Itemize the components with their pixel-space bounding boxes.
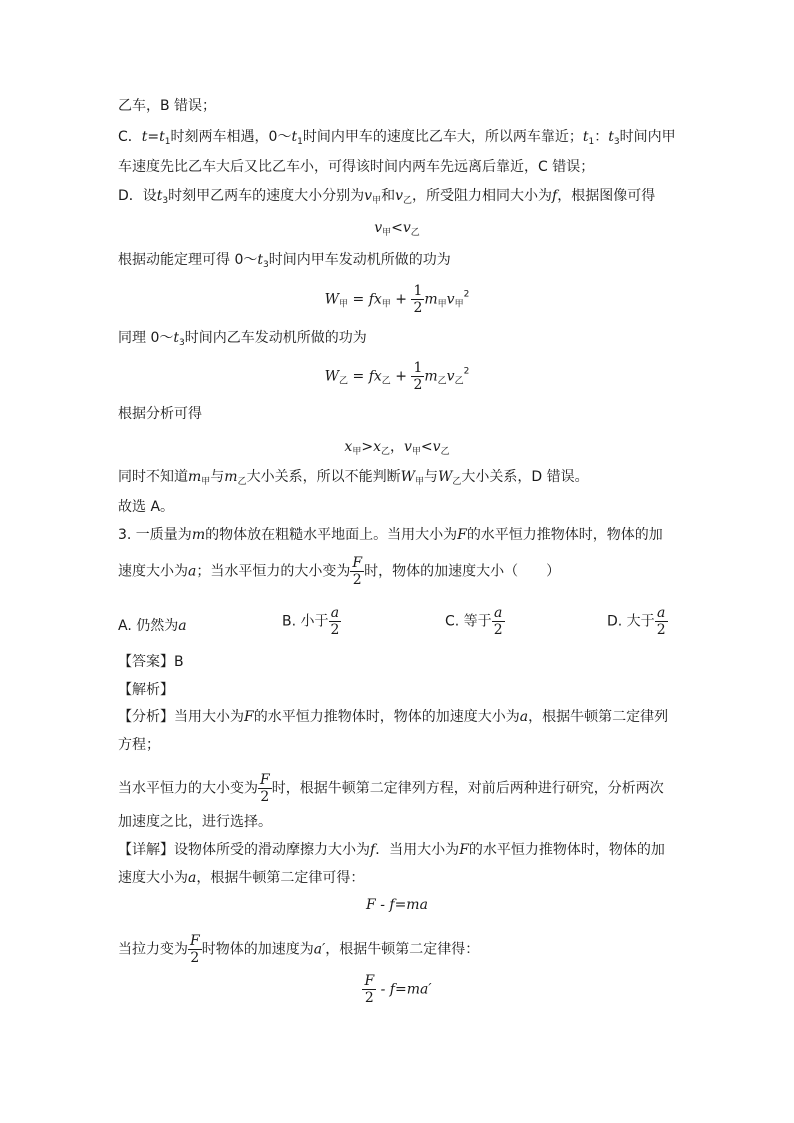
option-c[interactable]: C. 等于 $\frac{a}{2}$ (445, 605, 503, 638)
fraction-a-over-2: $\frac{a}{2}$ (330, 605, 340, 638)
fraction-a-over-2: $\frac{a}{2}$ (493, 605, 503, 638)
answer-label: 【答案】B (118, 654, 184, 670)
analysis-text: 当水平恒力的大小变为 $\frac{F}{2}$ 时，根据牛顿第二定律列方程，对前后两种进行研究，分析两次 (118, 772, 664, 805)
detail-text: 当拉力变为 $\frac{F}{2}$ 时物体的加速度为a′，根据牛顿第二定律得： (118, 933, 480, 966)
formula-comparison: $x_甲>x_乙$，$v_甲<v_乙$ (344, 439, 450, 457)
text-line: 同理 $0\sim t_3$时间内乙车发动机所做的功为 (118, 330, 367, 348)
analysis-text: 加速度之比，进行选择。 (118, 814, 272, 830)
formula-newton-1: F - f=ma (366, 897, 428, 913)
formula-newton-2: $\frac{F}{2}$ - f=ma′ (364, 973, 432, 1006)
fraction-half: $\frac{1}{2}$ (413, 360, 423, 393)
text-line: 根据动能定理可得 $0\sim t_3$时间内甲车发动机所做的功为 (118, 252, 451, 270)
fraction-F-over-2: $\frac{F}{2}$ (260, 772, 270, 805)
option-d[interactable]: D. 大于 $\frac{a}{2}$ (607, 605, 666, 638)
fraction-a-over-2: $\frac{a}{2}$ (656, 605, 666, 638)
text-line: D．设$t_3$时刻甲乙两车的速度大小分别为$v_甲$和$v_乙$，所受阻力相同大小为f，根据图像可得 (118, 188, 656, 206)
text-line: C．$t=t_1$时刻两车相遇，$0\sim t_1$时间内甲车的速度比乙车大，所以两车靠近；$t_1$：$t_3$时间内甲 (118, 129, 676, 147)
option-a[interactable]: A. 仍然为a (118, 618, 187, 634)
formula-work-yi: $W_乙 = fx_乙$ + $\frac{1}{2}$ $m_乙v_乙^2$ (324, 360, 470, 393)
formula-work-jia: $W_甲 = fx_甲$ + $\frac{1}{2}$ $m_甲v_甲^2$ (324, 283, 470, 316)
text-line: 同时不知道$m_甲$与$m_乙$大小关系，所以不能判断$W_甲$与$W_乙$大小关系，D 错误。 (118, 469, 589, 487)
fraction-F-over-2: $\frac{F}{2}$ (364, 973, 375, 1006)
analysis-text: 【分析】当用大小为F的水平恒力推物体时，物体的加速度大小为a，根据牛顿第二定律列 (118, 709, 669, 725)
fraction-F-over-2: $\frac{F}{2}$ (352, 555, 363, 588)
analysis-label: 【解析】 (118, 682, 174, 698)
text-line: 车速度先比乙车大后又比乙车小，可得该时间内两车先远离后靠近，C 错误； (118, 159, 595, 175)
detail-text: 速度大小为a，根据牛顿第二定律可得： (118, 870, 365, 886)
text-line: 乙车，B 错误； (118, 98, 217, 114)
analysis-text: 方程； (118, 737, 160, 753)
question-3-text: 速度大小为a；当水平恒力的大小变为 $\frac{F}{2}$ 时，物体的加速度大小（ ） (118, 555, 561, 588)
detail-text: 【详解】设物体所受的滑动摩擦力大小为f．当用大小为F的水平恒力推物体时，物体的加 (118, 842, 665, 858)
formula-inequality: $v_甲<v_乙$ (374, 220, 420, 238)
fraction-half: $\frac{1}{2}$ (413, 283, 423, 316)
text-line: 故选 A。 (118, 499, 175, 515)
text-line: 根据分析可得 (118, 406, 202, 422)
fraction-F-over-2: $\frac{F}{2}$ (190, 933, 200, 966)
question-3-text: 3. 一质量为m的物体放在粗糙水平地面上。当用大小为F的水平恒力推物体时，物体的加 (118, 527, 663, 543)
option-b[interactable]: B. 小于 $\frac{a}{2}$ (282, 605, 340, 638)
